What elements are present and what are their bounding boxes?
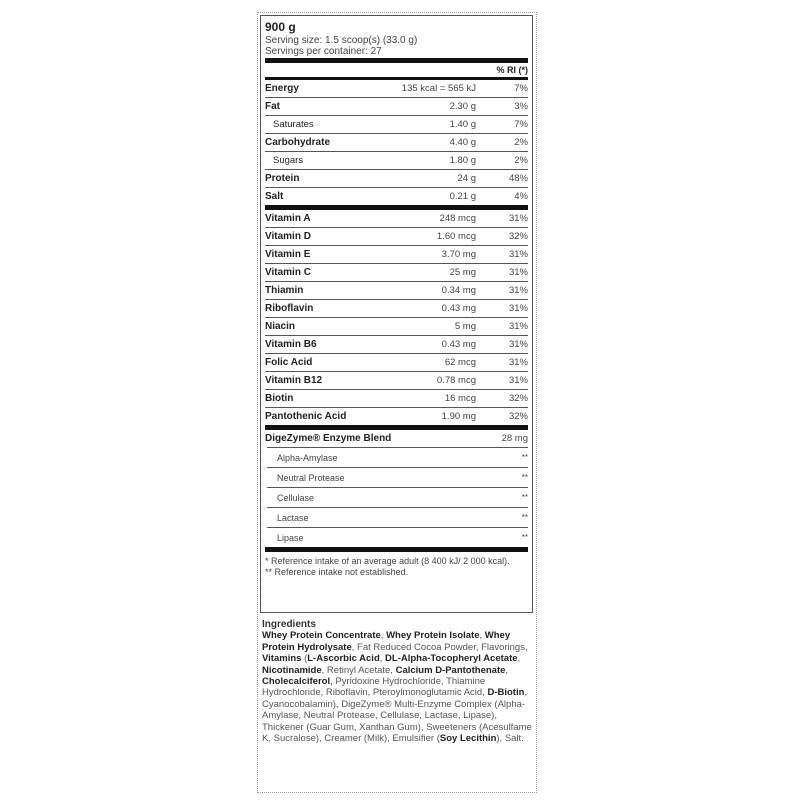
nutrient-ri-percent: 4% — [514, 191, 528, 202]
enzyme-blend-name: DigeZyme® Enzyme Blend — [265, 433, 392, 444]
enzyme-ri-percent: ** — [521, 473, 528, 482]
nutrient-amount: 0.21 g — [449, 191, 476, 202]
vitamin-row — [265, 210, 528, 228]
vitamin-name: Vitamin C — [265, 267, 311, 278]
footnote-ri: * Reference intake of an average adult (8 400 kJ/ 2 000 kcal). — [265, 556, 510, 566]
vitamin-row — [265, 390, 528, 408]
enzyme-row — [267, 527, 528, 547]
nutrient-row — [265, 170, 528, 188]
vitamin-amount: 0.78 mcg — [436, 375, 476, 386]
vitamin-name: Vitamin E — [265, 249, 311, 260]
nutrient-ri-percent: 3% — [514, 101, 528, 112]
package-size: 900 g — [265, 20, 296, 34]
vitamin-name: Vitamin A — [265, 213, 311, 224]
vitamin-row — [265, 282, 528, 300]
nutrient-row — [265, 134, 528, 152]
ingredient-text: ), Salt. — [496, 733, 524, 745]
nutrient-name: Energy — [265, 83, 299, 94]
vitamin-ri-percent: 32% — [508, 411, 528, 422]
vitamin-row — [265, 318, 528, 336]
vitamin-amount: 5 mg — [454, 321, 476, 332]
nutrient-ri-percent: 7% — [514, 119, 528, 130]
enzyme-name: Neutral Protease — [277, 473, 345, 483]
serving-size: Serving size: 1.5 scoop(s) (33.0 g) — [265, 35, 418, 46]
ri-column-header: % RI (*) — [496, 65, 528, 75]
vitamin-amount: 25 mg — [449, 267, 476, 278]
vitamin-amount: 0.34 mg — [441, 285, 476, 296]
vitamin-amount: 0.43 mg — [441, 339, 476, 350]
ingredient-highlight: Whey Protein Isolate — [386, 630, 480, 642]
nutrient-amount: 1.80 g — [449, 155, 476, 166]
nutrient-row — [265, 188, 528, 205]
nutrient-row — [265, 116, 528, 134]
vitamin-row — [265, 408, 528, 425]
ingredients-text — [262, 630, 534, 744]
vitamin-name: Thiamin — [265, 285, 304, 296]
enzyme-name: Cellulase — [277, 493, 315, 503]
vitamin-name: Vitamin B6 — [265, 339, 317, 350]
ingredient-text: , — [379, 653, 386, 665]
nutrient-name: Fat — [265, 101, 280, 112]
vitamin-row — [265, 246, 528, 264]
nutrient-row — [265, 152, 528, 170]
ingredient-highlight: Whey Protein Hydrolysate — [262, 630, 511, 653]
nutrient-ri-percent: 2% — [514, 155, 528, 166]
nutrient-row — [265, 98, 528, 116]
vitamin-ri-percent: 31% — [508, 267, 528, 278]
vitamin-amount: 248 mcg — [439, 213, 476, 224]
vitamin-amount: 3.70 mg — [441, 249, 476, 260]
nutrient-name: Sugars — [273, 155, 304, 166]
enzyme-ri-percent: ** — [521, 493, 528, 502]
ingredient-highlight: Whey Protein Concentrate — [262, 630, 381, 642]
nutrient-amount: 2.30 g — [449, 101, 476, 112]
vitamin-row — [265, 300, 528, 318]
vitamin-ri-percent: 31% — [508, 321, 528, 332]
nutrient-amount: 24 g — [457, 173, 476, 184]
nutrient-amount: 1.40 g — [449, 119, 476, 130]
nutrient-amount: 4.40 g — [449, 137, 476, 148]
footnote-not-established: ** Reference intake not established. — [265, 567, 409, 577]
ingredients-title: Ingredients — [262, 619, 316, 630]
vitamin-row — [265, 228, 528, 246]
enzyme-ri-percent: ** — [521, 533, 528, 542]
ingredient-highlight: Nicotinamide — [262, 664, 322, 676]
ingredient-text: , Cyanocobalamin), DigeZyme® Multi-Enzyme Complex (Alpha-Amylase, Neutral Protease, Cellulase, Lactase, Lipase), Thickener (Guar Gum, Xanthan Gum), Sweeteners (Acesulfame K, Sucralose), Creamer (Milk), Emulsifier ( — [262, 687, 532, 745]
vitamin-row — [265, 264, 528, 282]
vitamin-ri-percent: 31% — [508, 249, 528, 260]
vitamin-ri-percent: 31% — [508, 303, 528, 314]
servings-per-container: Servings per container: 27 — [265, 46, 382, 57]
vitamin-name: Biotin — [265, 393, 294, 404]
nutrient-name: Carbohydrate — [265, 137, 331, 148]
enzyme-row — [267, 447, 528, 467]
enzyme-list — [265, 447, 528, 547]
ingredient-text: , — [505, 664, 509, 676]
nutrient-row — [265, 80, 528, 98]
vitamin-ri-percent: 32% — [508, 231, 528, 242]
vitamin-ri-percent: 31% — [508, 339, 528, 350]
enzyme-blend-value: 28 mg — [501, 433, 528, 444]
vitamin-amount: 1.90 mg — [441, 411, 476, 422]
vitamin-row — [265, 354, 528, 372]
vitamin-amount: 16 mcg — [444, 393, 476, 404]
enzyme-ri-percent: ** — [521, 513, 528, 522]
ingredient-text: , — [380, 630, 387, 642]
ingredient-highlight: D-Biotin — [487, 687, 525, 699]
vitamin-amount: 0.43 mg — [441, 303, 476, 314]
vitamin-name: Folic Acid — [265, 357, 313, 368]
nutrient-name: Salt — [265, 191, 284, 202]
enzyme-row — [267, 467, 528, 487]
ingredient-text: , Fat Reduced Cocoa Powder, Flavorings, — [351, 641, 528, 653]
nutrient-ri-percent: 2% — [514, 137, 528, 148]
vitamin-name: Vitamin D — [265, 231, 311, 242]
vitamin-amount: 1.60 mcg — [436, 231, 476, 242]
ingredient-text: , — [517, 653, 521, 665]
ingredient-text: , Retinyl Acetate, — [321, 664, 396, 676]
nutrient-ri-percent: 7% — [514, 83, 528, 94]
ingredient-highlight: Cholecalciferol — [262, 676, 331, 688]
nutrient-name: Saturates — [273, 119, 314, 130]
ingredient-highlight: DL-Alpha-Tocopheryl Acetate — [385, 653, 518, 665]
vitamin-ri-percent: 31% — [508, 285, 528, 296]
ingredient-text: , — [479, 630, 485, 642]
vitamin-name: Vitamin B12 — [265, 375, 323, 386]
ingredient-highlight: Soy Lecithin — [439, 733, 497, 745]
ingredient-highlight: Vitamins — [262, 653, 302, 665]
vitamin-amount: 62 mcg — [444, 357, 476, 368]
macro-nutrient-table — [265, 80, 528, 205]
enzyme-name: Lactase — [277, 513, 309, 523]
nutrient-name: Protein — [265, 173, 300, 184]
vitamin-ri-percent: 31% — [508, 375, 528, 386]
enzyme-blend-row — [265, 430, 528, 447]
nutrient-amount: 135 kcal = 565 kJ — [401, 83, 476, 94]
vitamin-ri-percent: 32% — [508, 393, 528, 404]
enzyme-name: Lipase — [277, 533, 304, 543]
vitamin-ri-percent: 31% — [508, 213, 528, 224]
vitamin-table — [265, 210, 528, 425]
vitamin-row — [265, 336, 528, 354]
enzyme-ri-percent: ** — [521, 453, 528, 462]
ingredients-section — [262, 619, 534, 744]
vitamin-name: Pantothenic Acid — [265, 411, 347, 422]
enzyme-name: Alpha-Amylase — [277, 453, 338, 463]
ingredient-highlight: Calcium D-Pantothenate — [395, 664, 506, 676]
enzyme-row — [267, 487, 528, 507]
vitamin-row — [265, 372, 528, 390]
nutrient-ri-percent: 48% — [508, 173, 528, 184]
ingredient-text: , Pyridoxine Hydrochloride, Thiamine Hydrochloride, Riboflavin, Pteroylmonoglutamic Acid, — [262, 676, 488, 699]
ingredient-highlight: L-Ascorbic Acid — [307, 653, 380, 665]
enzyme-row — [267, 507, 528, 527]
nutrition-facts-panel — [260, 15, 533, 613]
vitamin-ri-percent: 31% — [508, 357, 528, 368]
ingredient-text: ( — [301, 653, 308, 665]
vitamin-name: Niacin — [265, 321, 296, 332]
vitamin-name: Riboflavin — [265, 303, 314, 314]
